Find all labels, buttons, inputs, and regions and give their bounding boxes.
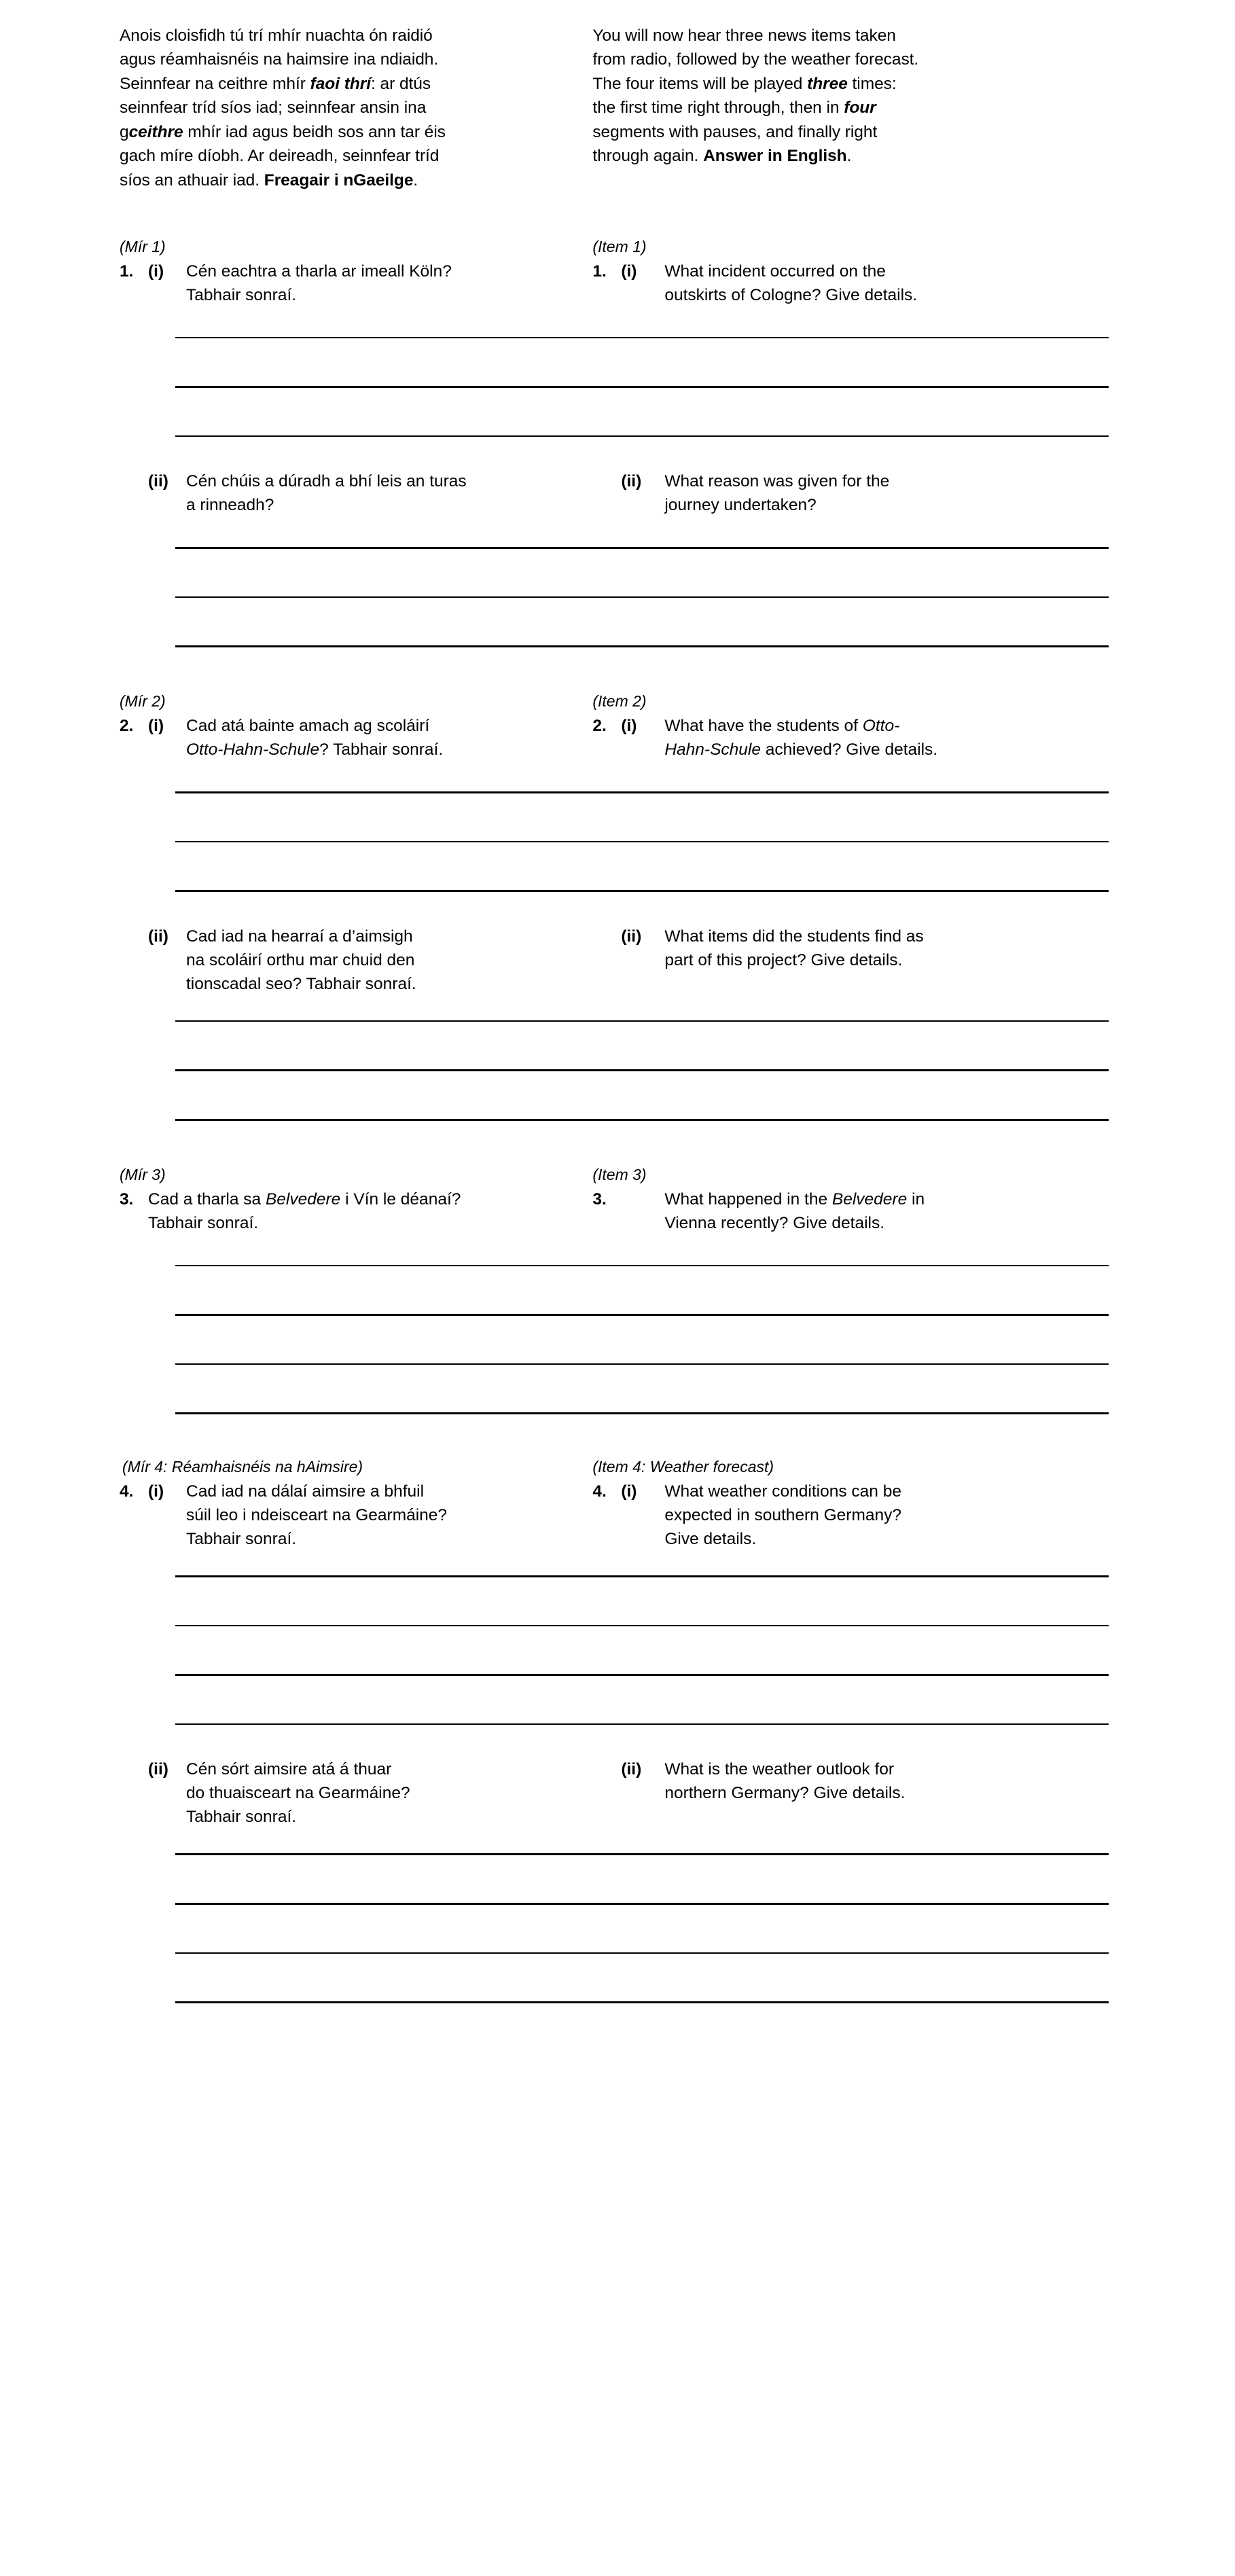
question-1i-english-text: [664, 260, 1105, 307]
intro-band: [120, 7, 1115, 209]
question-1ii-english-line-1: What reason was given for the: [664, 472, 890, 491]
question-4ii: [120, 1757, 1115, 1829]
question-1ii-irish-line-2: a rinneadh?: [186, 496, 274, 515]
question-2i-number: 2.: [120, 717, 134, 736]
answer-lines-1ii[interactable]: [175, 517, 1109, 647]
intro-ga-line-5a: g: [120, 122, 129, 141]
question-2ii: [120, 925, 1115, 996]
intro-ga-emphasis-ceithre: ceithre: [128, 122, 183, 141]
question-3-number-en: 3.: [592, 1189, 607, 1209]
question-2i-irish-line-2-rest: ? Tabhair sonraí.: [319, 740, 444, 759]
question-2ii-roman: (ii): [148, 927, 168, 946]
section-4-header-english: (Item 4: Weather forecast): [592, 1458, 774, 1475]
intro-irish-paragraph: [120, 24, 583, 193]
question-2ii-roman-en: (ii): [621, 927, 642, 946]
section-3-header-english: (Item 3): [592, 1165, 647, 1183]
question-4i-irish: [120, 1480, 592, 1551]
question-1ii-irish: [120, 469, 592, 517]
section-4-header-english-wrap: [592, 1456, 1105, 1477]
question-2ii-irish-line-2: na scoláirí orthu mar chuid den: [186, 950, 415, 969]
intro-ga-line-7b: .: [413, 171, 418, 190]
question-1i-irish-line-1: Cén eachtra a tharla ar imeall Köln?: [186, 262, 452, 281]
section-3-header-irish-wrap: [120, 1164, 592, 1185]
question-4i-english-line-2: expected in southern Germany?: [664, 1506, 901, 1524]
question-1ii-roman: (ii): [148, 472, 168, 491]
intro-ga-line-2: agus réamhaisnéis na haimsire ina ndiaidh.: [120, 50, 439, 69]
question-1ii-english: [592, 469, 1105, 517]
question-4ii-english-text: [664, 1757, 1105, 1805]
question-4i-english-line-3: Give details.: [664, 1530, 757, 1548]
question-4i-number: 4.: [120, 1482, 134, 1501]
section-2-header-irish-wrap: [120, 691, 592, 711]
answer-lines-2i[interactable]: [175, 762, 1109, 892]
answer-lines-4ii[interactable]: [175, 1829, 1109, 2003]
question-1ii-english-line-2: journey undertaken?: [664, 496, 817, 515]
question-4i-number-en: 4.: [592, 1482, 607, 1501]
section-3-header-english-wrap: [592, 1164, 1105, 1185]
question-4ii-irish-line-1: Cén sórt aimsire atá á thuar: [186, 1760, 392, 1779]
intro-ga-line-1: Anois cloisfidh tú trí mhír nuachta ón raidió: [120, 26, 433, 45]
question-2i-irish-school-name: Otto-Hahn-Schule: [186, 740, 320, 759]
question-3-english: [592, 1187, 1105, 1235]
question-2i-english: [592, 714, 1105, 762]
question-2ii-english: [592, 925, 1105, 996]
section-4-header-irish: (Mír 4: Réamhaisnéis na hAimsire): [122, 1458, 363, 1475]
question-2i-english-line-1a: What have the students of: [664, 717, 863, 736]
question-4i-english-text: [664, 1480, 1105, 1551]
intro-ga-line-3a: Seinnfear na ceithre mhír: [120, 74, 310, 93]
question-3-number: 3.: [120, 1189, 134, 1209]
question-1i-roman: (i): [148, 262, 164, 281]
question-3-irish-line-1b: i Vín le déanaí?: [340, 1189, 461, 1209]
section-3-header-irish: (Mír 3): [120, 1165, 166, 1183]
question-3-english-text: [664, 1187, 1105, 1235]
question-4ii-english-line-1: What is the weather outlook for: [664, 1760, 895, 1779]
question-2i-number-en: 2.: [592, 717, 607, 736]
intro-ga-line-3b: : ar dtús: [371, 74, 431, 93]
question-4ii-irish-text: [186, 1757, 583, 1829]
question-4ii-irish: [120, 1757, 592, 1829]
question-4i-irish-line-2: súil leo i ndeisceart na Gearmáine?: [186, 1506, 448, 1524]
question-1i-roman-en: (i): [621, 262, 637, 281]
answer-lines-3[interactable]: [175, 1235, 1109, 1414]
question-2i: [120, 714, 1115, 762]
intro-ga-line-6: gach míre díobh. Ar deireadh, seinnfear tríd: [120, 147, 440, 165]
intro-en-answer-instruction: Answer in English: [703, 147, 847, 165]
question-3-roman-spacer-en: [621, 1187, 664, 1235]
intro-ga-line-7a: síos an athuair iad.: [120, 171, 264, 190]
answer-line[interactable]: [175, 1723, 1109, 1725]
question-2i-english-line-2-rest: achieved? Give details.: [760, 740, 938, 759]
question-2ii-english-line-1: What items did the students find as: [664, 927, 924, 946]
question-2i-irish-text: [186, 714, 583, 762]
question-4i-english-line-1: What weather conditions can be: [664, 1482, 901, 1501]
question-4ii-roman-en: (ii): [621, 1760, 642, 1779]
answer-line[interactable]: [175, 2001, 1109, 2003]
question-1i-irish-text: [186, 260, 583, 307]
answer-line[interactable]: [175, 1119, 1109, 1121]
intro-en-line-3b: times:: [847, 74, 897, 93]
question-1i-number: 1.: [120, 262, 134, 281]
section-1-header-english-wrap: [592, 236, 1105, 257]
page-content: [120, 7, 1115, 2003]
question-4ii-irish-line-3: Tabhair sonraí.: [186, 1808, 297, 1827]
intro-ga-answer-instruction: Freagair i nGaeilge: [264, 171, 414, 190]
answer-line[interactable]: [175, 645, 1109, 647]
answer-lines-4i[interactable]: [175, 1551, 1109, 1725]
answer-lines-1i[interactable]: [175, 307, 1109, 437]
question-2i-english-school-name-part2: Hahn-Schule: [664, 740, 761, 759]
question-4i-english: [592, 1480, 1105, 1551]
question-1ii-irish-text: [186, 469, 583, 517]
intro-en-line-6b: .: [846, 147, 852, 165]
question-2ii-irish-line-3: tionscadal seo? Tabhair sonraí.: [186, 974, 416, 993]
intro-en-line-6a: through again.: [592, 147, 704, 165]
intro-en-emphasis-four: four: [844, 99, 876, 117]
question-3-english-line-1b: in: [907, 1189, 925, 1209]
question-1i: [120, 260, 1115, 307]
section-4-header-irish-wrap: [120, 1456, 592, 1477]
intro-ga-line-5b: mhír iad agus beidh sos ann tar éis: [183, 122, 446, 141]
question-3-irish-belvedere: Belvedere: [265, 1189, 341, 1209]
question-3-english-line-1a: What happened in the: [664, 1189, 832, 1209]
intro-english-column: [592, 7, 1105, 209]
section-2-header-english-wrap: [592, 691, 1105, 711]
intro-en-line-1: You will now hear three news items taken: [592, 26, 896, 45]
question-1i-number-en: 1.: [592, 262, 607, 281]
answer-lines-2ii[interactable]: [175, 996, 1109, 1121]
question-2ii-irish-line-1: Cad iad na hearraí a d’aimsigh: [186, 927, 413, 946]
question-2ii-irish: [120, 925, 592, 996]
question-4i: [120, 1480, 1115, 1551]
question-4ii-irish-line-2: do thuaisceart na Gearmáine?: [186, 1784, 410, 1803]
question-3-irish-text: [148, 1187, 583, 1235]
question-1i-english: [592, 260, 1105, 307]
section-2-header: [120, 691, 1115, 711]
question-1i-irish-line-2: Tabhair sonraí.: [186, 285, 297, 304]
section-1-header-english: (Item 1): [592, 237, 647, 255]
question-2i-roman-en: (i): [621, 717, 637, 736]
section-1-header: [120, 236, 1115, 257]
question-3-english-belvedere: Belvedere: [831, 1189, 908, 1209]
intro-en-line-3a: The four items will be played: [592, 74, 808, 93]
section-1-header-irish-wrap: [120, 236, 592, 257]
question-2ii-english-text: [664, 925, 1105, 972]
question-3: [120, 1187, 1115, 1235]
intro-english-paragraph: [592, 24, 1105, 168]
answer-line[interactable]: [175, 890, 1109, 892]
question-4i-irish-line-3: Tabhair sonraí.: [186, 1530, 297, 1548]
answer-line[interactable]: [175, 1412, 1109, 1414]
question-4i-roman-en: (i): [621, 1482, 637, 1501]
question-1ii-roman-en: (ii): [621, 472, 642, 491]
section-3-header: [120, 1164, 1115, 1185]
question-2ii-english-line-2: part of this project? Give details.: [664, 950, 903, 969]
section-2-header-irish: (Mír 2): [120, 692, 166, 711]
question-3-irish-line-2: Tabhair sonraí.: [148, 1213, 259, 1232]
intro-en-emphasis-three: three: [807, 74, 848, 93]
answer-line[interactable]: [175, 435, 1109, 437]
question-4i-irish-line-1: Cad iad na dálaí aimsire a bhfuil: [186, 1482, 425, 1501]
question-3-irish: [120, 1187, 592, 1235]
section-1-header-irish: (Mír 1): [120, 237, 166, 255]
question-1i-irish: [120, 260, 592, 307]
question-2i-irish: [120, 714, 592, 762]
question-1i-english-line-2: outskirts of Cologne? Give details.: [664, 285, 918, 304]
question-4ii-roman: (ii): [148, 1760, 168, 1779]
intro-ga-emphasis-faoi-thri: faoi thrí: [310, 74, 371, 93]
question-2i-english-text: [664, 714, 1105, 762]
question-4i-irish-text: [186, 1480, 583, 1551]
question-2i-irish-line-1: Cad atá bainte amach ag scoláirí: [186, 717, 430, 736]
question-1ii-irish-line-1: Cén chúis a dúradh a bhí leis an turas: [186, 472, 467, 491]
question-3-english-line-2: Vienna recently? Give details.: [664, 1213, 885, 1232]
question-1ii-english-text: [664, 469, 1105, 517]
question-3-irish-line-1a: Cad a tharla sa: [148, 1189, 266, 1209]
question-4ii-english-line-2: northern Germany? Give details.: [664, 1784, 906, 1803]
question-1i-english-line-1: What incident occurred on the: [664, 262, 886, 281]
section-2-header-english: (Item 2): [592, 692, 647, 711]
question-2i-roman: (i): [148, 717, 164, 736]
question-4ii-english: [592, 1757, 1105, 1829]
section-4-header: [120, 1456, 1115, 1477]
intro-en-line-4a: the first time right through, then in: [592, 99, 844, 117]
intro-en-line-5: segments with pauses, and finally right: [592, 122, 878, 141]
intro-irish-column: [120, 7, 592, 209]
question-4i-roman: (i): [148, 1482, 164, 1501]
intro-ga-line-4: seinnfear tríd síos iad; seinnfear ansin ina: [120, 99, 427, 117]
question-1ii: [120, 469, 1115, 517]
intro-en-line-2: from radio, followed by the weather forecast.: [592, 50, 919, 69]
question-2i-english-school-name-part1: Otto-: [862, 717, 900, 736]
question-2ii-irish-text: [186, 925, 583, 996]
